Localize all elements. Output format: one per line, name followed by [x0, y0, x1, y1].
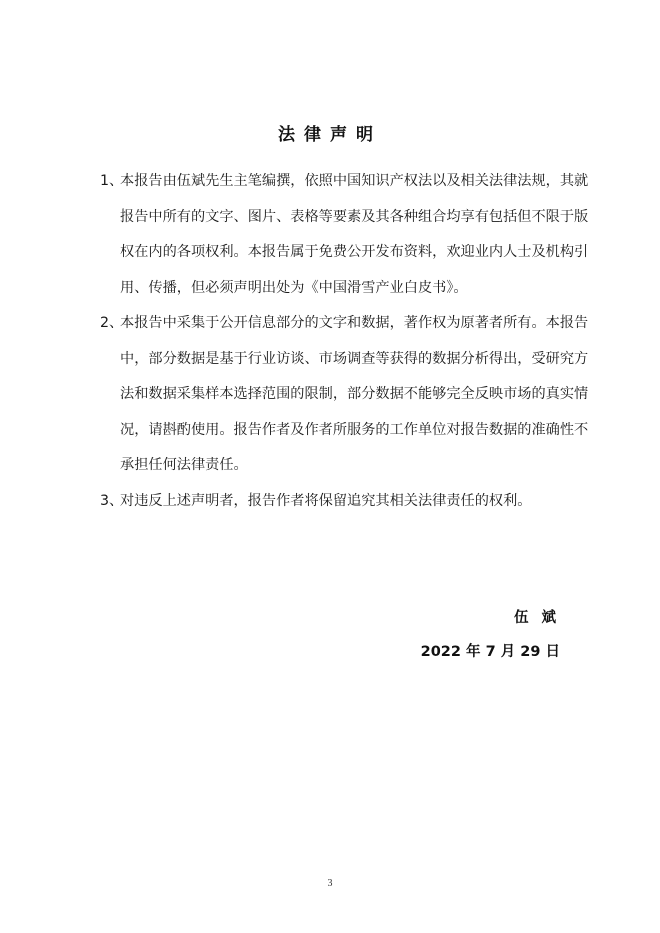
clause-1-line-4: 用、传播，但必须声明出处为《中国滑雪产业白皮书》。	[120, 279, 468, 296]
clause-text: 本报告由伍斌先生主笔编撰，依照中国知识产权法以及相关法律法规，其就	[120, 173, 589, 189]
clause-text: 本报告中采集于公开信息部分的文字和数据，著作权为原著者所有。本报告	[120, 315, 589, 331]
clause-list	[100, 164, 589, 519]
clause-2-line-5: 承担任何法律责任。	[120, 457, 248, 473]
clause-number: 3、	[100, 492, 124, 509]
author-signature: 伍 斌	[513, 610, 560, 626]
clause-text: 对违反上述声明者，报告作者将保留追究其相关法律责任的权利。	[120, 492, 532, 509]
page-title: 法律声明	[278, 125, 382, 145]
clause-2-line-1	[100, 306, 589, 342]
clause-1-line-3: 权在内的各项权利。本报告属于免费公开发布资料，欢迎业内人士及机构引	[120, 244, 589, 260]
clause-2-line-2: 中，部分数据是基于行业访谈、市场调查等获得的数据分析得出，受研究方	[120, 350, 589, 367]
clause-number: 1、	[100, 173, 124, 189]
signature-date: 2022 年 7 月 29 日	[420, 644, 560, 660]
clause-2-line-4: 况，请斟酌使用。报告作者及作者所服务的工作单位对报告数据的准确性不	[120, 421, 589, 438]
clause-2-line-3: 法和数据采集样本选择范围的限制，部分数据不能够完全反映市场的真实情	[120, 386, 589, 402]
clause-1-line-2: 报告中所有的文字、图片、表格等要素及其各种组合均享有包括但不限于版	[120, 208, 589, 225]
clause-3-line-1	[100, 484, 570, 520]
page-number: 3	[327, 878, 333, 889]
clause-number: 2、	[100, 315, 124, 331]
clause-1-line-1	[100, 164, 589, 200]
